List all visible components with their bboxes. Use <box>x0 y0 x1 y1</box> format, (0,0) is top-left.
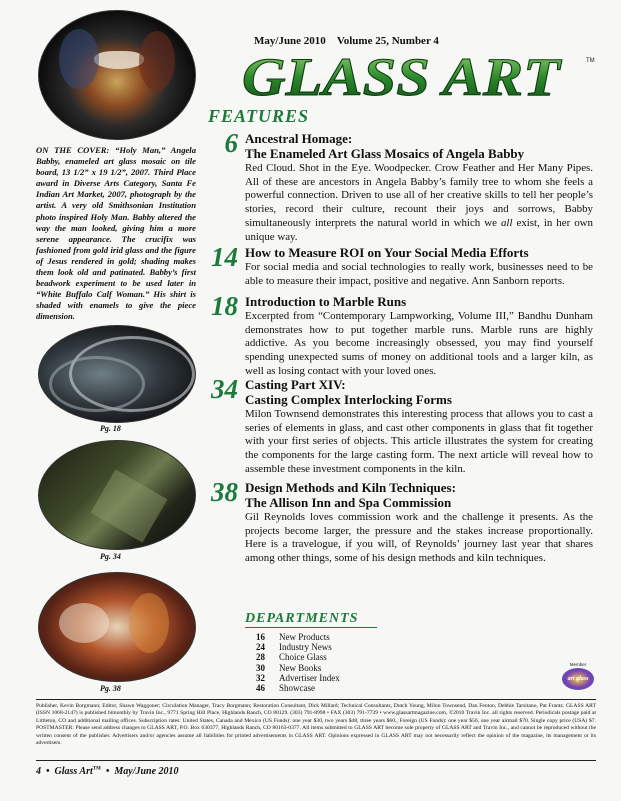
marble-run-image <box>38 325 196 423</box>
allison-inn-image <box>38 572 196 682</box>
department-item[interactable]: 30 New Books <box>256 662 322 673</box>
badge-top-text: Member <box>569 662 587 667</box>
article-design-methods[interactable] <box>245 480 593 566</box>
logo-svg <box>238 48 598 104</box>
pg34-caption: Pg. 34 <box>100 552 121 561</box>
cover-caption: ON THE COVER: “Holy Man,” Angela Babby, enameled art glass mosaic on tile board, 13 1/2” x 19 1/2”, 2007. Third Place award in Diverse Arts Category, Santa Fe Indian Art Market, 2007, photograph by the artist. A very old Smithsonian Institution photo inspired Holy Man. Babby altered the way the man looked, giving him a more serene appearance. The crucifix was fashioned from gold irid glass and the figure of Jesus rendered in gold; shading makes them look old and patinated. Babby’s first beadwork experiment to be used later in “White Buffalo Calf Woman.” His shirt is shaded with enamels to give the piece dimension. <box>36 145 196 322</box>
department-item[interactable]: 28 Choice Glass <box>256 652 327 663</box>
article-subtitle: Casting Complex Interlocking Forms <box>245 392 452 407</box>
article-ancestral-homage[interactable] <box>245 131 593 244</box>
publisher-credits: Publisher, Kevin Borgmann; Editor, Shawn Waggoner; Circulation Manager, Tracy Borgmann; Restoration Consultant, Dick Millard; Technical Consultants, Dutch Young, Milon Townsend, Dan Fenton, Debbie Tarsitano, Pat Frantz. GLASS ART (ISSN 1068-2147) is published bimonthly by Travin Inc., 9771 Spring Hill Place, Highlands Ranch, CO 80129. (303) 791-8998 • FAX (303) 791-7739 • www.glassartmagazine.com, ©2010 Travin Inc. all rights reserved. Periodicals postage paid at Littleton, CO and additional mailing offices. Subscription rates: United States, Canada and Mexico (US Funds): one year $30, two years $48, three years $60., Foreign (US Funds): one year $56, one year airmail $70. Single copy price (USA) $7. POSTMASTER: Please send address changes to GLASS ART, P.O. Box 630377, Highlands Ranch, CO 80163-0377. All items submitted to GLASS ART become sole property of GLASS ART and Travin Inc., and cannot be reproduced without the written consent of the publisher. Advertisers and/or agencies assume all liabilities for printed advertisements in GLASS ART. Opinions expressed in GLASS ART may not necessarily reflect the opinion of the magazine, its management or its advertisers. <box>36 703 596 747</box>
logo-tm: TM <box>586 58 595 64</box>
article-social-media-roi[interactable] <box>245 245 593 288</box>
credits-bottom-rule <box>36 760 596 761</box>
footer-page-number: 4 <box>36 766 41 777</box>
department-item[interactable]: 16 New Products <box>256 632 330 642</box>
pg18-caption: Pg. 18 <box>100 424 121 433</box>
article-summary: Milon Townsend demonstrates this interesting process that allows you to cast a series of elements in glass, and cast other components in glass that fit together with your first series of objects. This article illustrates the system for creating the components for the large casting form. The next article will reveal how to assemble these investment components in the kiln. <box>245 408 593 475</box>
article-casting-part-xiv[interactable] <box>245 377 593 477</box>
issue-line <box>254 35 439 47</box>
article-title: Ancestral Homage: <box>245 131 353 146</box>
footer-date: May/June 2010 <box>114 766 179 777</box>
departments-heading: DEPARTMENTS <box>245 611 359 626</box>
badge-oval <box>562 668 594 690</box>
badge-text: art glass <box>567 676 589 682</box>
casting-image <box>38 440 196 550</box>
article-title: How to Measure ROI on Your Social Media Efforts <box>245 245 529 260</box>
glass-art-logo <box>238 48 598 109</box>
article-summary: For social media and social technologies to really work, businesses need to be able to measure their impact, positive and negative. Ann Sanborn reports. <box>245 261 593 287</box>
article-title: Design Methods and Kiln Techniques: <box>245 480 456 495</box>
footer-tm: TM <box>92 766 101 772</box>
article-summary: Excerpted from “Contemporary Lampworking, Volume III,” Bandhu Dunham demonstrates how to put together marble runs. Marble runs are highly addictive. As you become increasingly obsessed, you may find yourself spending unexpected sums of money on additional tools and a larger kiln, as well as losing contact with your loved ones. <box>245 310 593 377</box>
departments-rule <box>245 627 377 628</box>
issue-volume: Volume 25, Number 4 <box>336 35 439 47</box>
article-page-number: 34 <box>211 374 238 404</box>
department-item[interactable]: 46 Showcase <box>256 683 315 694</box>
article-title: Introduction to Marble Runs <box>245 294 407 309</box>
member-badge <box>560 662 596 696</box>
credits-top-rule <box>36 699 596 700</box>
article-subtitle: The Allison Inn and Spa Commission <box>245 495 452 510</box>
article-page-number: 14 <box>211 242 238 272</box>
article-page-number: 38 <box>211 477 238 507</box>
logo-text: GLASS ART <box>242 48 563 104</box>
article-title: Casting Part XIV: <box>245 377 346 392</box>
pg38-caption: Pg. 38 <box>100 684 121 693</box>
department-item[interactable]: 24 Industry News <box>256 642 332 653</box>
article-page-number: 6 <box>224 128 238 158</box>
article-summary: Gil Reynolds loves commission work and the challenge it presents. As the projects become larger, the pressure and the stakes increase proportionally. Here is a travelogue, if you will, of Reynolds’ journey last year that shares among other things, some of his design methods and kiln techniques. <box>245 511 593 565</box>
department-item[interactable]: 32 Advertiser Index <box>256 672 340 683</box>
features-heading: FEATURES <box>208 106 310 126</box>
article-marble-runs[interactable] <box>245 294 593 379</box>
article-summary: Red Cloud. Shot in the Eye. Woodpecker. Crow Feather and Her Many Pipes. All of these are ancestors in Angela Babby’s family tree to whom she feels a powerful connection. Driven to use all of her creative skills to tell her people’s stories, record their culture, recount their joys and sorrows, Babby simultaneously interprets the natural world in which we all exist, in her own unique way. <box>245 162 593 243</box>
article-subtitle: The Enameled Art Glass Mosaics of Angela Babby <box>245 146 525 161</box>
issue-date: May/June 2010 <box>254 35 326 47</box>
footer-title: Glass Art <box>54 766 93 777</box>
cover-image <box>38 10 196 140</box>
page-footer: 4 • Glass Art™ • May/June 2010 <box>36 766 179 777</box>
article-page-number: 18 <box>211 291 238 321</box>
departments-list <box>245 632 340 693</box>
